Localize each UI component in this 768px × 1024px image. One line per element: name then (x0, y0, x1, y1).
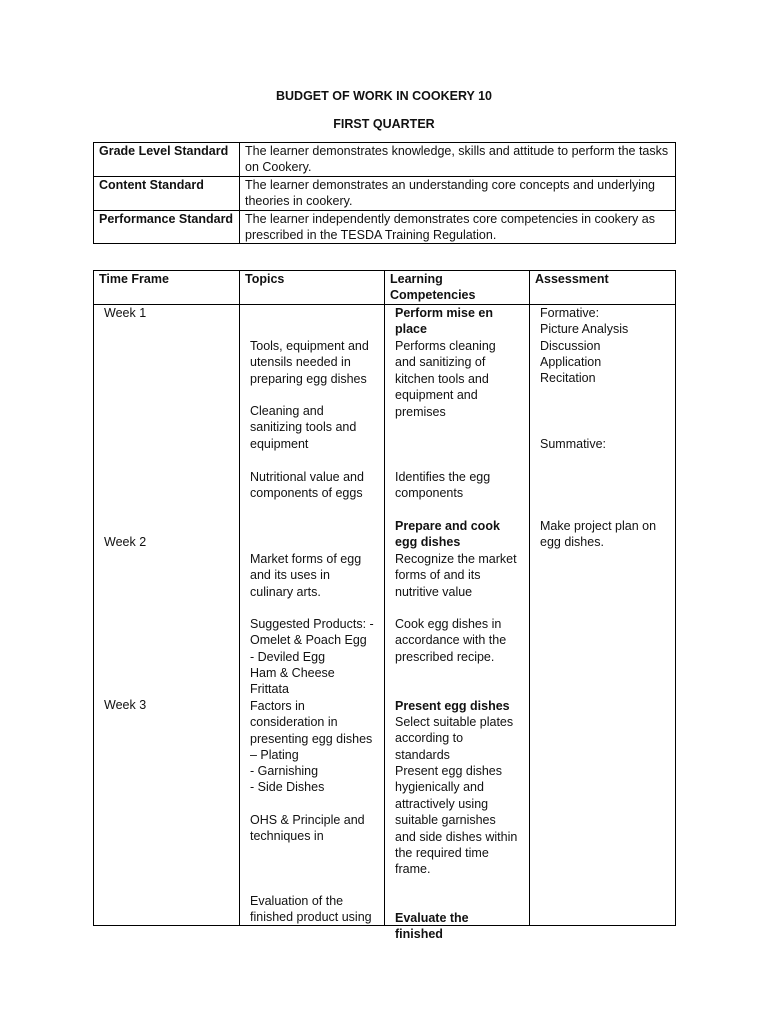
topic-market-forms: Market forms of egg and its uses in culinary arts. (250, 552, 362, 599)
topic-nutritional-value: Nutritional value and components of eggs (250, 470, 364, 501)
topic-tools: Tools, equipment and utensils needed in preparing egg dishes (250, 339, 369, 386)
competency-cook-dishes: Cook egg dishes in accordance with the prescribed recipe. (395, 617, 507, 664)
competency-prepare-cook: Prepare and cook egg dishes (395, 519, 500, 550)
assessment-formative: Formative: (540, 306, 600, 320)
competency-cleaning: Performs cleaning and sanitizing of kitchen tools and equipment and premises (395, 339, 496, 419)
assessment-cell (530, 305, 676, 926)
table-row (94, 210, 676, 244)
competency-egg-components: Identifies the egg components (395, 470, 491, 501)
topic-frittata: Ham & Cheese Frittata (250, 666, 335, 697)
competency-evaluate: Evaluate the finished (395, 911, 469, 942)
competency-select-plates: Select suitable plates according to standards (395, 715, 514, 762)
topics-cell (240, 305, 385, 926)
topic-suggested-products: Suggested Products: - Omelet & Poach Egg - Deviled Egg (250, 617, 374, 664)
document-subtitle: FIRST QUARTER (333, 117, 435, 131)
topic-side-dishes: - Side Dishes (250, 780, 325, 794)
table-row (94, 176, 676, 210)
week-3: Week 3 (104, 698, 147, 712)
competency-present-hygienically: Present egg dishes hygienically and attractively using suitable garnishes and side dishes within the required time frame. (395, 764, 518, 877)
header-time-frame: Time Frame (94, 271, 240, 305)
header-assessment: Assessment (530, 271, 676, 305)
topic-plating: – Plating (250, 748, 299, 762)
standards-table (93, 142, 676, 244)
assessment-project-plan: Make project plan on egg dishes. (540, 519, 657, 550)
header-topics: Topics (240, 271, 385, 305)
assessment-picture-analysis: Picture Analysis (540, 322, 629, 336)
table-header-row (94, 271, 676, 305)
grade-level-standard-text: The learner demonstrates knowledge, skills and attitude to perform the tasks on Cookery. (240, 143, 676, 177)
content-standard-label: Content Standard (94, 176, 240, 210)
week-2: Week 2 (104, 535, 147, 549)
competency-market-forms: Recognize the market forms of and its nutritive value (395, 552, 517, 599)
competency-mise-en-place: Perform mise en place (395, 306, 493, 337)
time-frame-cell (94, 305, 240, 926)
header-learning-competencies: Learning Competencies (385, 271, 530, 305)
performance-standard-text: The learner independently demonstrates core competencies in cookery as prescribed in the TESDA Training Regulation. (240, 210, 676, 244)
content-standard-text: The learner demonstrates an understanding core concepts and underlying theories in cookery. (240, 176, 676, 210)
assessment-application: Application (540, 355, 602, 369)
grade-level-standard-label: Grade Level Standard (94, 143, 240, 177)
week-1: Week 1 (104, 306, 147, 320)
competency-present-dishes: Present egg dishes (395, 699, 510, 713)
topic-evaluation: Evaluation of the finished product using (250, 894, 372, 925)
competencies-cell (385, 305, 530, 942)
assessment-recitation: Recitation (540, 371, 596, 385)
topic-cleaning: Cleaning and sanitizing tools and equipment (250, 404, 357, 451)
table-row (94, 143, 676, 177)
assessment-summative: Summative: (540, 437, 606, 451)
budget-table (93, 270, 676, 942)
document-title: BUDGET OF WORK IN COOKERY 10 (276, 89, 492, 103)
assessment-discussion: Discussion (540, 339, 601, 353)
topic-garnishing: - Garnishing (250, 764, 319, 778)
topic-ohs: OHS & Principle and techniques in (250, 813, 365, 844)
table-row (94, 305, 676, 926)
topic-presenting-factors: Factors in consideration in presenting egg dishes (250, 699, 373, 746)
performance-standard-label: Performance Standard (94, 210, 240, 244)
